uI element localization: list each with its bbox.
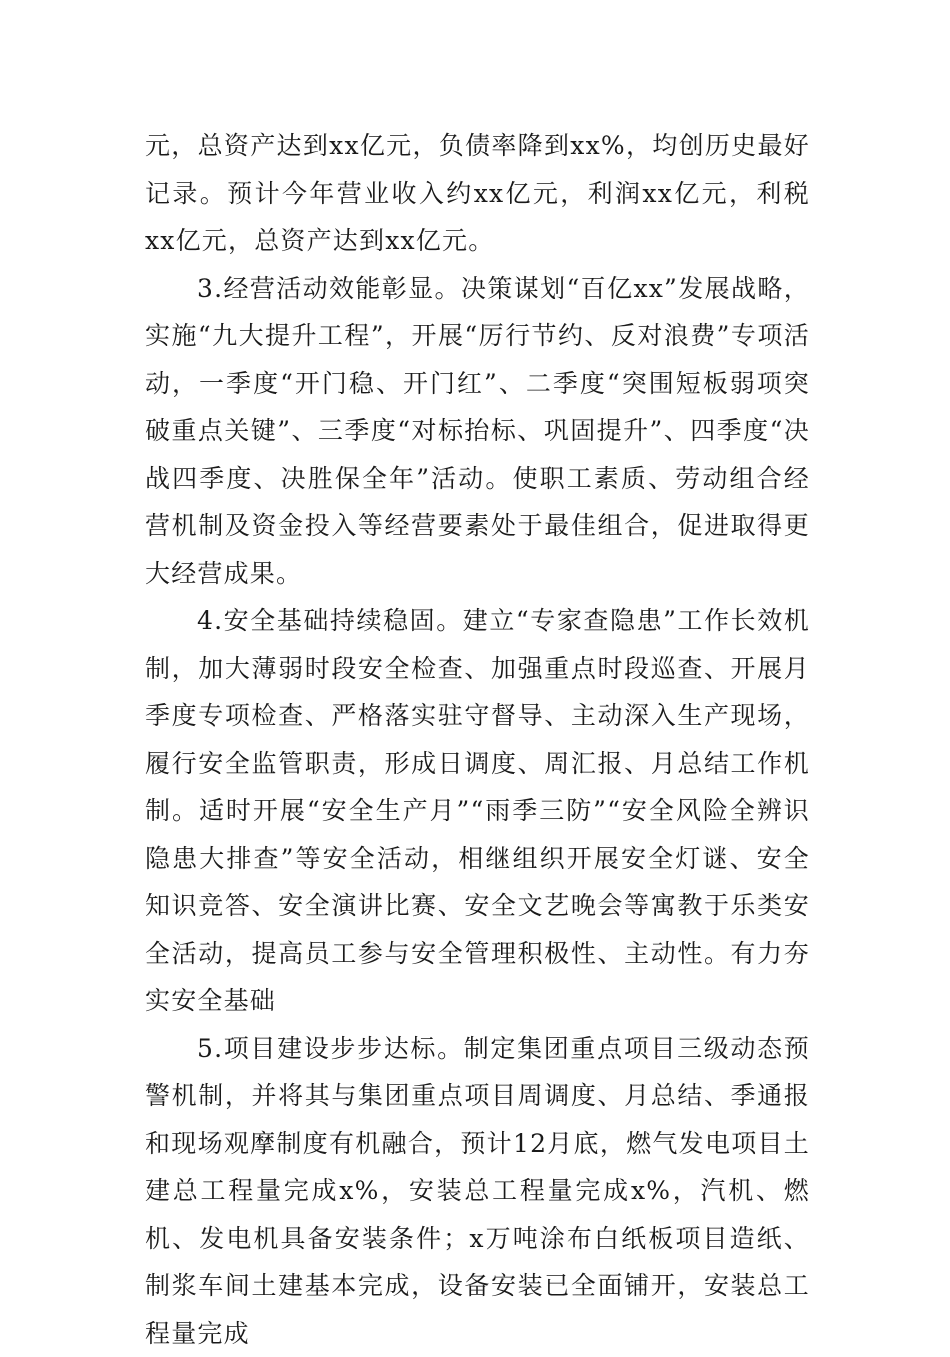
document-body xyxy=(145,122,810,1357)
paragraph-project-construction: 5.项目建设步步达标。制定集团重点项目三级动态预警机制，并将其与集团重点项目周调度、月总结、季通报和现场观摩制度有机融合，预计12月底，燃气发电项目土建总工程量完成x%，安装总工程量完成x%，汽机、燃机、发电机具备安装条件；x万吨涂布白纸板项目造纸、制浆车间土建基本完成，设备安装已全面铺开，安装总工程量完成 xyxy=(145,1025,810,1357)
paragraph-continuation: 元，总资产达到xx亿元，负债率降到xx%，均创历史最好记录。预计今年营业收入约xx亿元，利润xx亿元，利税xx亿元，总资产达到xx亿元。 xyxy=(145,122,810,265)
paragraph-safety-foundation: 4.安全基础持续稳固。建立“专家查隐患”工作长效机制，加大薄弱时段安全检查、加强重点时段巡查、开展月季度专项检查、严格落实驻守督导、主动深入生产现场，履行安全监管职责，形成日调度、周汇报、月总结工作机制。适时开展“安全生产月”“雨季三防”“安全风险全辨识隐患大排查”等安全活动，相继组织开展安全灯谜、安全知识竞答、安全演讲比赛、安全文艺晚会等寓教于乐类安全活动，提高员工参与安全管理积极性、主动性。有力夯实安全基础 xyxy=(145,597,810,1025)
paragraph-business-efficiency: 3.经营活动效能彰显。决策谋划“百亿xx”发展战略，实施“九大提升工程”，开展“厉行节约、反对浪费”专项活动，一季度“开门稳、开门红”、二季度“突围短板弱项突破重点关键”、三季度“对标抬标、巩固提升”、四季度“决战四季度、决胜保全年”活动。使职工素质、劳动组合经营机制及资金投入等经营要素处于最佳组合，促进取得更大经营成果。 xyxy=(145,265,810,598)
